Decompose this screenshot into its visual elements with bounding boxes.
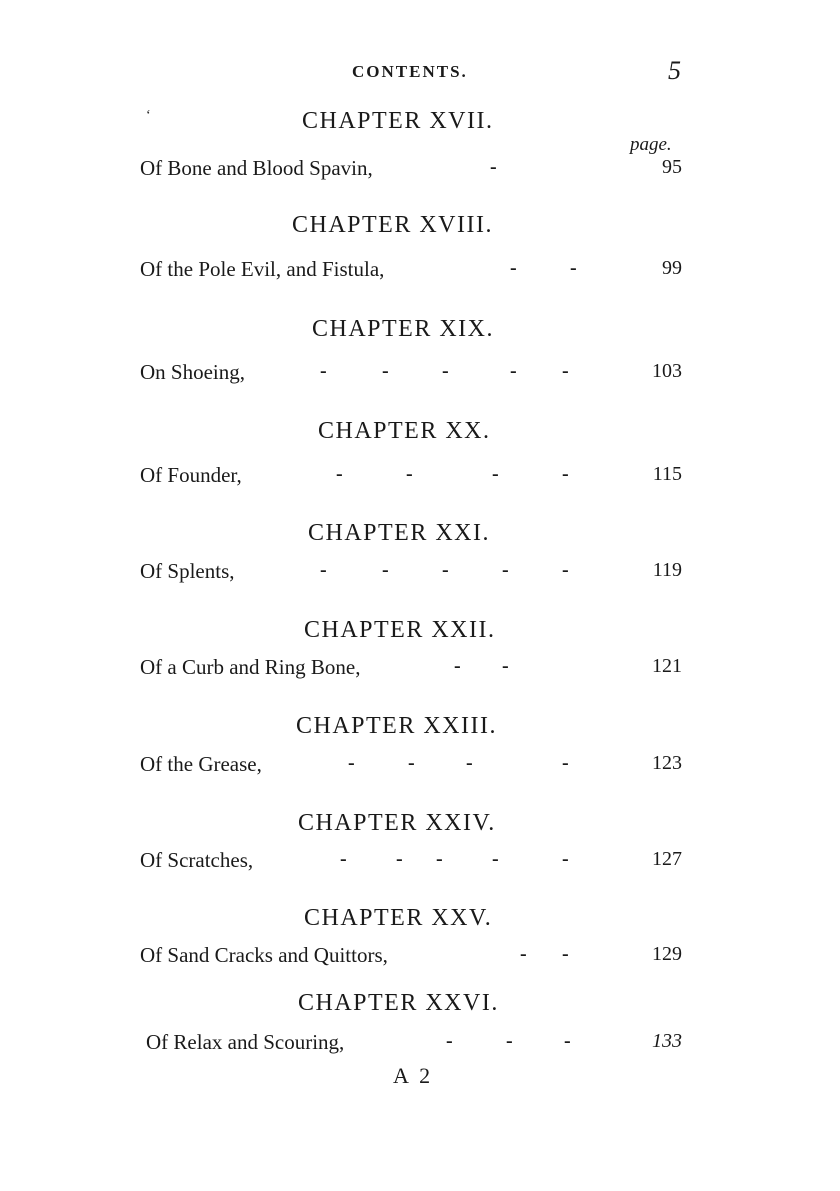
contents-entry (140, 848, 700, 878)
running-title: CONTENTS. (352, 62, 468, 81)
entry-title: Of the Grease, (140, 752, 262, 776)
leader-dash: - (510, 360, 517, 382)
chapter-heading: CHAPTER XXI. (308, 520, 491, 546)
chapter-heading: CHAPTER XXIV. (298, 810, 496, 836)
chapter-heading: CHAPTER XVIII. (292, 212, 493, 238)
leader-dash: - (340, 848, 347, 870)
entry-title: Of Founder, (140, 463, 242, 487)
leader-dash: - (570, 257, 577, 279)
entry-title: Of the Pole Evil, and Fistula, (140, 257, 385, 281)
leader-dash: - (490, 156, 497, 178)
leader-dash: - (492, 848, 499, 870)
entry-title: Of Scratches, (140, 848, 254, 872)
entry-title: Of a Curb and Ring Bone, (140, 655, 361, 679)
leader-dash: - (562, 943, 569, 965)
entry-title: Of Relax and Scouring, (146, 1030, 345, 1054)
contents-entry (140, 257, 700, 287)
leader-dash: - (562, 360, 569, 382)
chapter-heading: CHAPTER XIX. (312, 316, 495, 342)
leader-dash: - (454, 655, 461, 677)
leader-dash: - (492, 463, 499, 485)
leader-dash: - (406, 463, 413, 485)
leader-dash: - (436, 848, 443, 870)
entry-page: 127 (652, 848, 682, 870)
leader-dash: - (502, 655, 509, 677)
chapter-heading: CHAPTER XXII. (304, 617, 496, 643)
contents-entry (140, 1030, 700, 1060)
entry-page: 133 (652, 1030, 682, 1052)
entry-page: 129 (652, 943, 682, 965)
entry-title: Of Splents, (140, 559, 235, 583)
leader-dash: - (382, 559, 389, 581)
leader-dash: - (562, 463, 569, 485)
leader-dash: - (562, 848, 569, 870)
leader-dash: - (320, 559, 327, 581)
contents-entry (140, 559, 700, 589)
leader-dash: - (562, 559, 569, 581)
leader-dash: - (520, 943, 527, 965)
chapter-heading: CHAPTER XVII. (302, 108, 494, 134)
page-number: 5 (668, 56, 681, 85)
leader-dash: - (442, 559, 449, 581)
leader-dash: - (396, 848, 403, 870)
leader-dash: - (348, 752, 355, 774)
leader-dash: - (506, 1030, 513, 1052)
entry-title: On Shoeing, (140, 360, 245, 384)
contents-entry (140, 752, 700, 782)
entry-page: 123 (652, 752, 682, 774)
page-column-label: page. (630, 134, 672, 155)
entry-title: Of Bone and Blood Spavin, (140, 156, 373, 180)
leader-dash: - (320, 360, 327, 382)
leader-dash: - (442, 360, 449, 382)
chapter-heading: CHAPTER XXIII. (296, 713, 497, 739)
chapter-heading: CHAPTER XXVI. (298, 990, 499, 1016)
contents-entry (140, 360, 700, 390)
leader-dash: - (446, 1030, 453, 1052)
entry-page: 99 (662, 257, 682, 279)
contents-entry (140, 943, 700, 973)
chapter-heading: CHAPTER XXV. (304, 905, 493, 931)
leader-dash: - (466, 752, 473, 774)
leader-dash: - (562, 752, 569, 774)
entry-title: Of Sand Cracks and Quittors, (140, 943, 388, 967)
entry-page: 115 (652, 463, 682, 485)
contents-entry (140, 463, 700, 493)
entry-page: 103 (652, 360, 682, 382)
ink-speck: ‘ (146, 108, 151, 123)
entry-page: 95 (662, 156, 682, 178)
contents-entry (140, 156, 700, 186)
chapter-heading: CHAPTER XX. (318, 418, 491, 444)
leader-dash: - (382, 360, 389, 382)
leader-dash: - (564, 1030, 571, 1052)
contents-entry (140, 655, 700, 685)
leader-dash: - (336, 463, 343, 485)
leader-dash: - (502, 559, 509, 581)
entry-page: 119 (652, 559, 682, 581)
leader-dash: - (408, 752, 415, 774)
leader-dash: - (510, 257, 517, 279)
signature-mark: A 2 (393, 1063, 434, 1088)
entry-page: 121 (652, 655, 682, 677)
